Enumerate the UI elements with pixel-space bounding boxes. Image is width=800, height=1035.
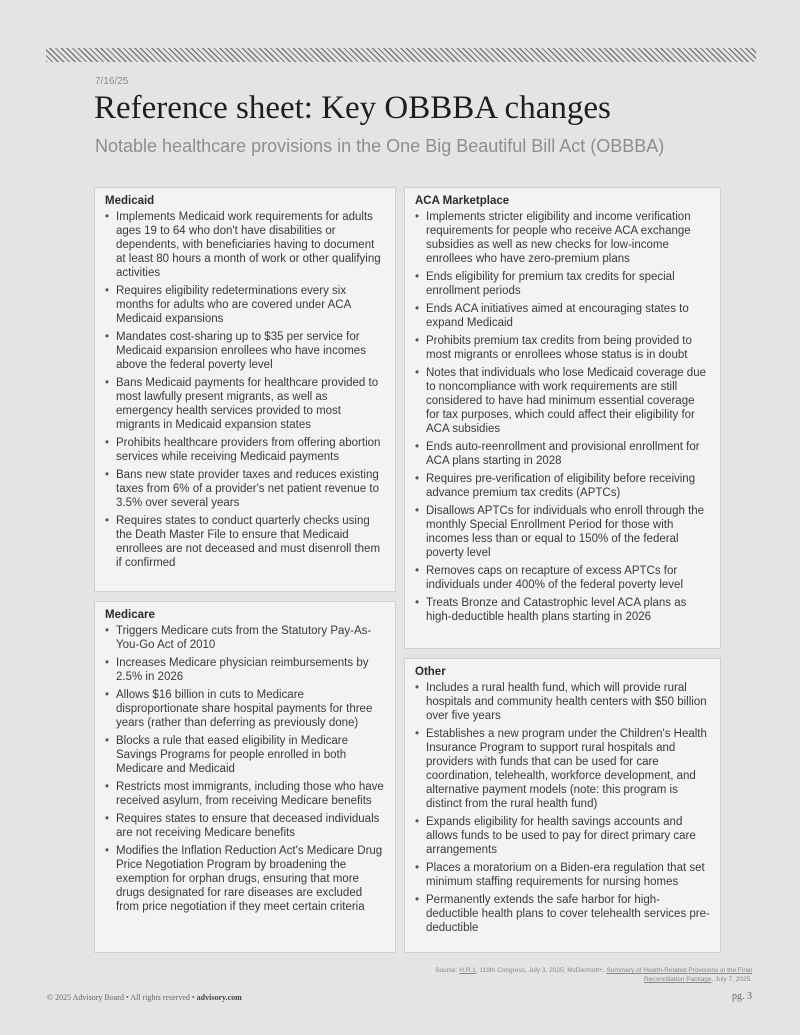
list-item: • Restricts most immigrants, including those who have received asylum, from receiving Medicare benefits: [105, 780, 385, 808]
list-item: • Requires states to conduct quarterly checks using the Death Master File to ensure that Medicaid enrollees are not deceased and must disenroll them if confirmed: [105, 514, 385, 570]
medicare-list: [105, 624, 385, 914]
medicaid-list: [105, 210, 385, 570]
list-item: • Treats Bronze and Catastrophic level ACA plans as high-deductible health plans starting in 2026: [415, 596, 710, 624]
list-item: • Blocks a rule that eased eligibility in Medicare Savings Programs for people enrolled in both Medicare and Medicaid: [105, 734, 385, 776]
footer-copyright: [47, 993, 242, 1002]
copyright-text: © 2025 Advisory Board • All rights reserved •: [47, 993, 197, 1002]
other-list: [415, 681, 710, 935]
list-item: • Prohibits premium tax credits from being provided to most migrants or enrollees whose status is in doubt: [415, 334, 710, 362]
list-item: • Ends eligibility for premium tax credits for special enrollment periods: [415, 270, 710, 298]
medicaid-card: [94, 187, 396, 592]
page-title: Reference sheet: Key OBBBA changes: [94, 90, 611, 126]
source-mid: , 119th Congress, July 3, 2025; McDermott+,: [475, 967, 607, 974]
list-item: • Expands eligibility for health savings accounts and allows funds to be used to pay for direct primary care arrangements: [415, 815, 710, 857]
list-item: • Implements Medicaid work requirements for adults ages 19 to 64 who don't have disabilities or dependents, with beneficiaries having to document at least 80 hours a month of work or other qualifying activities: [105, 210, 385, 280]
source-link-hr1[interactable]: H.R.1: [459, 967, 476, 974]
source-note: [422, 966, 752, 984]
list-item: • Removes caps on recapture of excess APTCs for individuals under 400% of the federal poverty level: [415, 564, 710, 592]
list-item: • Ends auto-reenrollment and provisional enrollment for ACA plans starting in 2028: [415, 440, 710, 468]
decorative-hatch-band: [46, 48, 756, 62]
list-item: • Allows $16 billion in cuts to Medicare disproportionate share hospital payments for three years (rather than deferring as previously done): [105, 688, 385, 730]
list-item: • Triggers Medicare cuts from the Statutory Pay-As-You-Go Act of 2010: [105, 624, 385, 652]
list-item: • Requires eligibility redeterminations every six months for adults who are covered under ACA Medicaid expansions: [105, 284, 385, 326]
list-item: • Disallows APTCs for individuals who enroll through the monthly Special Enrollment Period for those with incomes less than or equal to 150% of the federal poverty level: [415, 504, 710, 560]
publish-date: 7/16/25: [95, 76, 129, 87]
list-item: • Bans new state provider taxes and reduces existing taxes from 6% of a provider's net patient revenue to 3.5% over several years: [105, 468, 385, 510]
list-item: • Ends ACA initiatives aimed at encouraging states to expand Medicaid: [415, 302, 710, 330]
list-item: • Increases Medicare physician reimbursements by 2.5% in 2026: [105, 656, 385, 684]
list-item: • Includes a rural health fund, which will provide rural hospitals and community health centers with $50 billion over five years: [415, 681, 710, 723]
other-heading: Other: [415, 666, 446, 678]
page-number: pg. 3: [732, 991, 752, 1002]
list-item: • Requires pre-verification of eligibility before receiving advance premium tax credits (APTCs): [415, 472, 710, 500]
list-item: • Mandates cost-sharing up to $35 per service for Medicaid expansion enrollees who have incomes above the federal poverty level: [105, 330, 385, 372]
list-item: • Bans Medicaid payments for healthcare provided to most lawfully present migrants, as well as emergency health services provided to most migrants in Medicaid expansion states: [105, 376, 385, 432]
page-subtitle: Notable healthcare provisions in the One Big Beautiful Bill Act (OBBBA): [95, 136, 665, 156]
aca-marketplace-heading: ACA Marketplace: [415, 195, 510, 207]
footer-site-link[interactable]: advisory.com: [196, 993, 242, 1002]
source-prefix: Source:: [435, 967, 460, 974]
list-item: • Prohibits healthcare providers from offering abortion services while receiving Medicaid payments: [105, 436, 385, 464]
list-item: • Establishes a new program under the Children's Health Insurance Program to support rural hospitals and providers with funds that can be used for care coordination, telehealth, workforce development, and alternative payment models (note: this program is distinct from the rural health fund): [415, 727, 710, 811]
list-item: • Requires states to ensure that deceased individuals are not receiving Medicare benefits: [105, 812, 385, 840]
medicare-card: [94, 601, 396, 953]
medicaid-heading: Medicaid: [105, 195, 155, 207]
list-item: • Notes that individuals who lose Medicaid coverage due to noncompliance with work requirements are still considered to have had minimum essential coverage for tax purposes, which could affect their eligibility for ACA subsidies: [415, 366, 710, 436]
list-item: • Places a moratorium on a Biden-era regulation that set minimum staffing requirements for nursing homes: [415, 861, 710, 889]
list-item: • Implements stricter eligibility and income verification requirements for people who receive ACA exchange subsidies as well as new checks for low-income enrollees who have zero-premium plans: [415, 210, 710, 266]
other-card: [404, 658, 721, 953]
list-item: • Modifies the Inflation Reduction Act's Medicare Drug Price Negotiation Program by broadening the exemption for orphan drugs, ensuring that more drugs designated for rare diseases are excluded from price negotiation if they meet certain criteria: [105, 844, 385, 914]
medicare-heading: Medicare: [105, 609, 155, 621]
aca-marketplace-card: [404, 187, 721, 649]
list-item: • Permanently extends the safe harbor for high-deductible health plans to cover telehealth services pre-deductible: [415, 893, 710, 935]
source-link-summary[interactable]: Summary of Health-Related Provisions in the Final Reconciliation Package: [606, 967, 752, 983]
aca-marketplace-list: [415, 210, 710, 624]
source-suffix: , July 7, 2025.: [711, 976, 752, 983]
